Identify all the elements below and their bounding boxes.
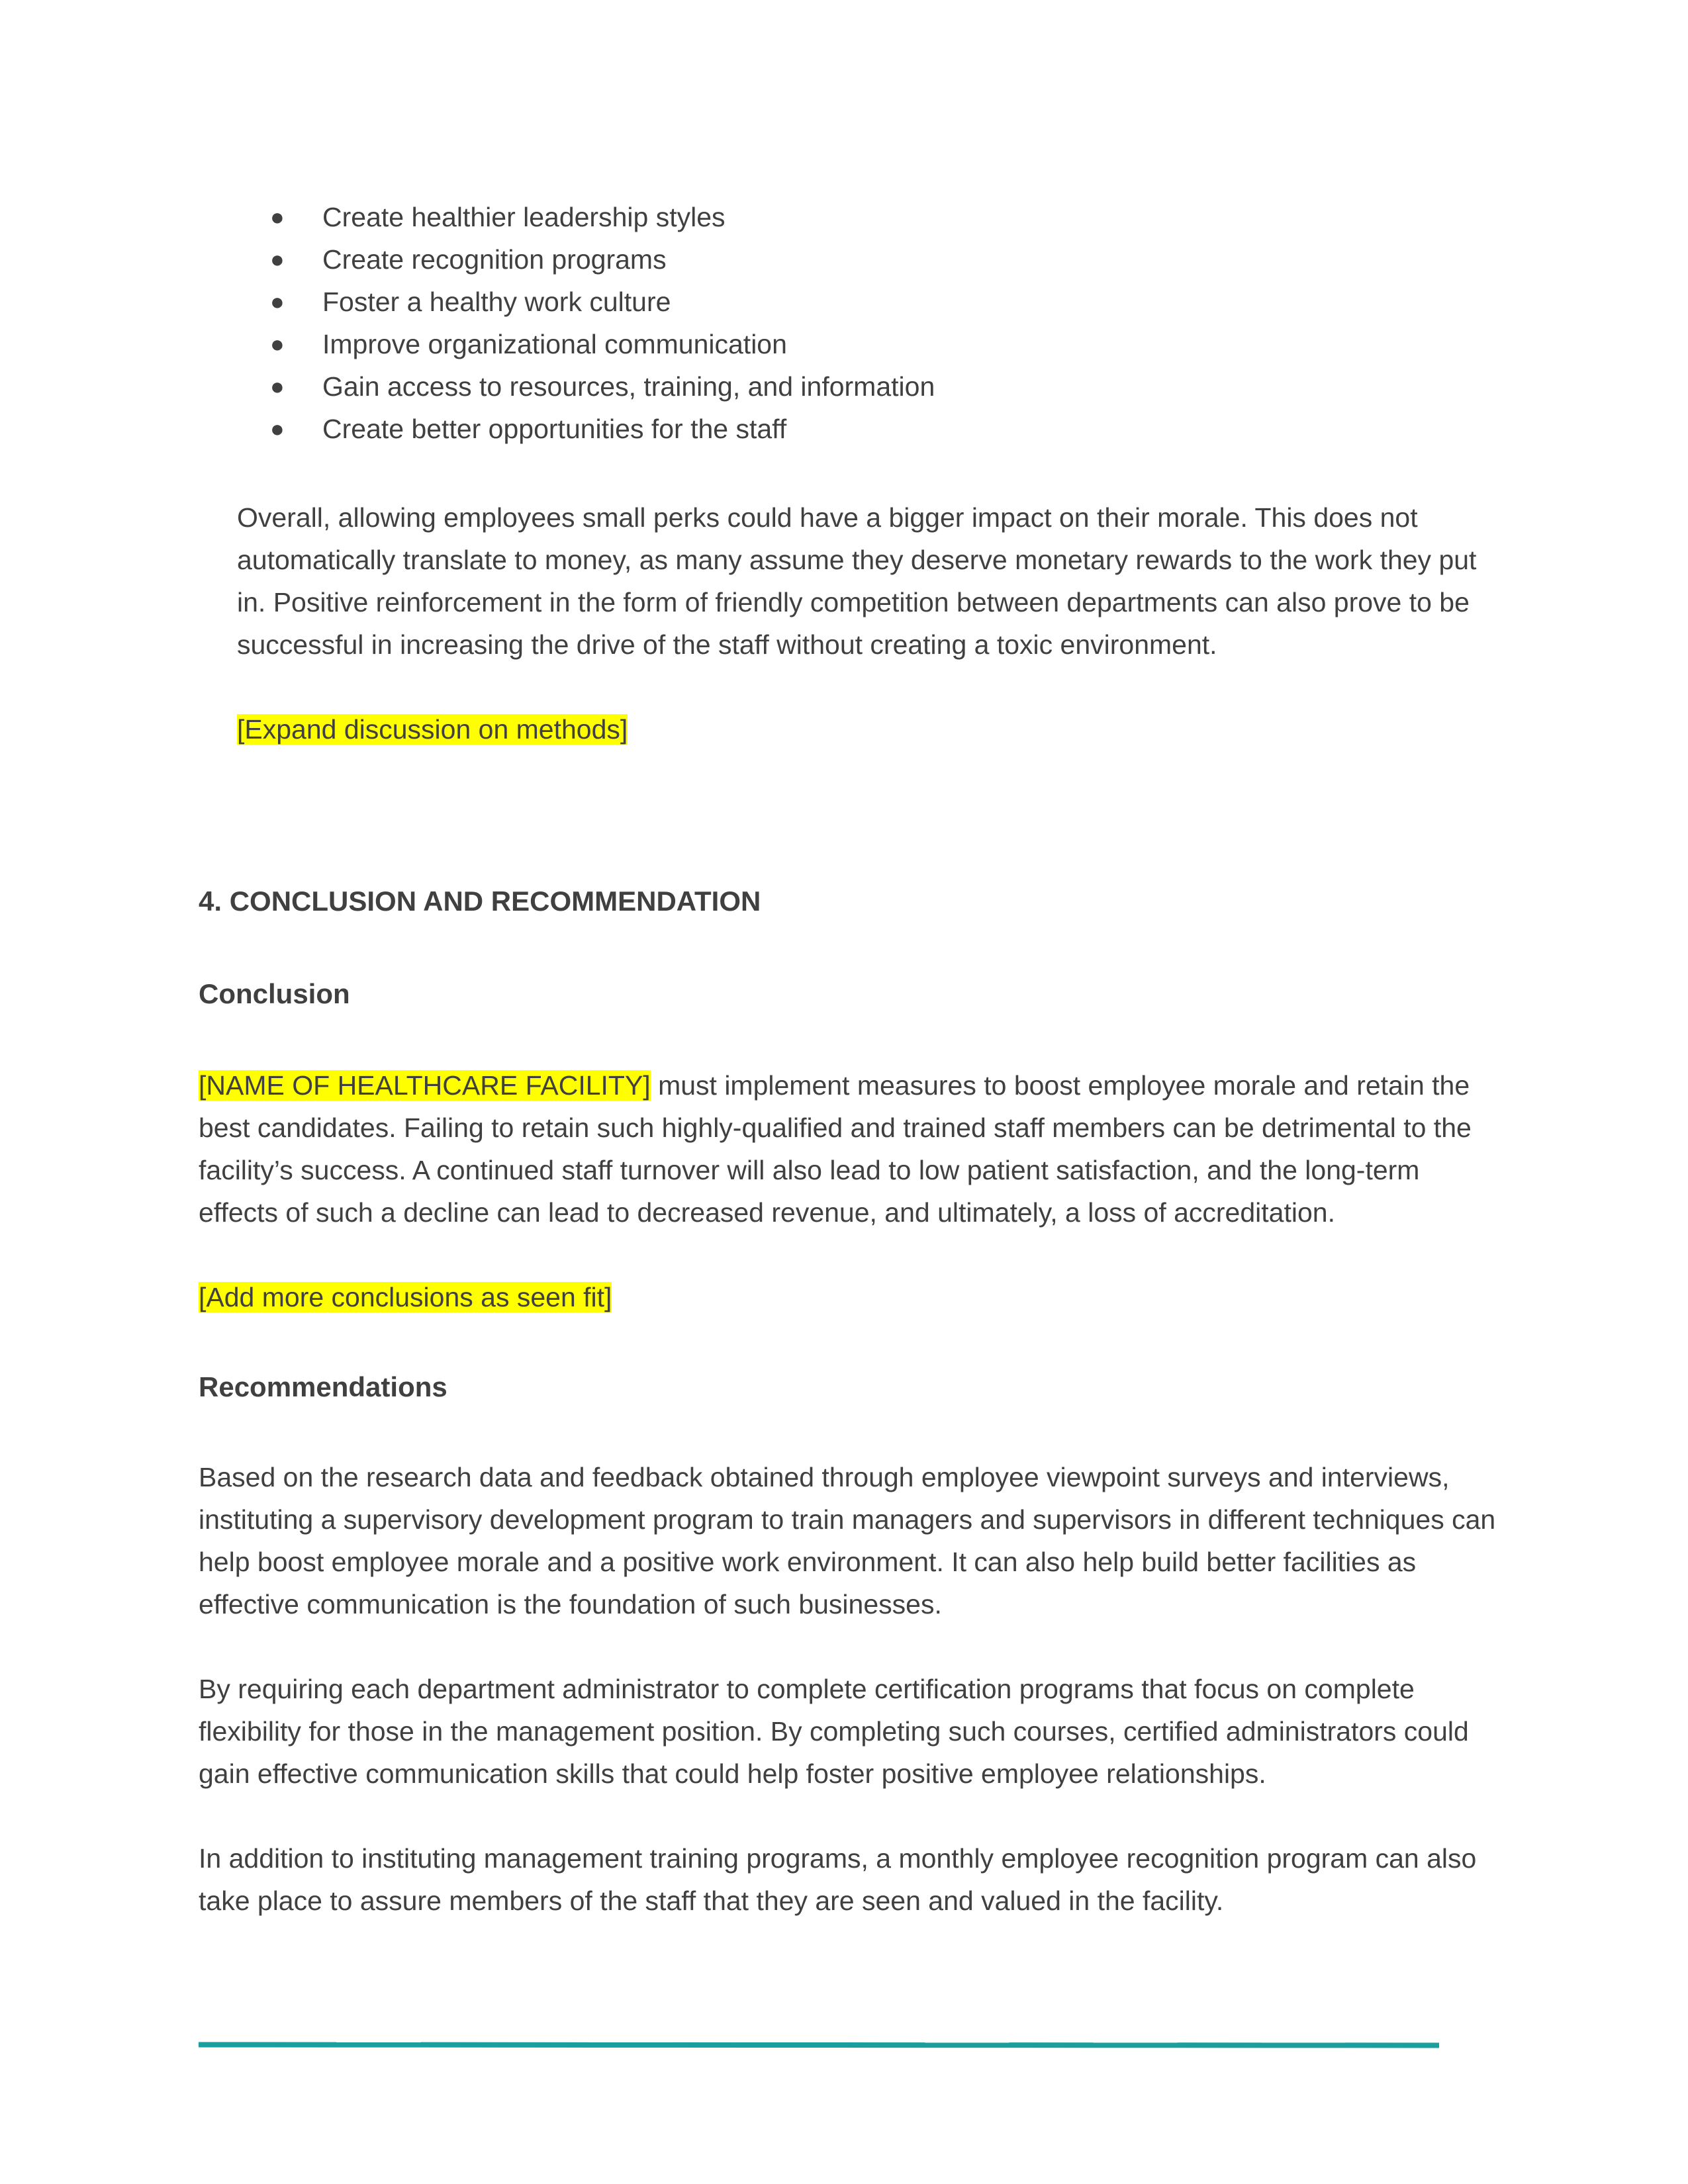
- overall-paragraph: Overall, allowing employees small perks could have a bigger impact on their morale. This does not automatically translate to money, as many assume they deserve monetary rewards to the work they put in. Positive reinforcement in the form of friendly competition between departments can also prove to be successful in increasing the drive of the staff without creating a toxic environment.: [237, 502, 1477, 660]
- bullet-icon: ●: [270, 246, 285, 273]
- list-item: ● Create better opportunities for the staff: [270, 408, 1496, 450]
- recommendation-paragraph-3: In addition to instituting management training programs, a monthly employee recognition program can also take place to assure members of the staff that they are seen and valued in the facility.: [199, 1843, 1477, 1916]
- bullet-icon: ●: [270, 288, 285, 315]
- expand-placeholder-paragraph: [199, 708, 1496, 751]
- bullet-list: [199, 196, 1496, 450]
- bullet-icon: ●: [270, 203, 285, 230]
- conclusion-paragraph: [199, 1064, 1496, 1234]
- list-item: ● Create healthier leadership styles: [270, 196, 1496, 238]
- list-item: ● Gain access to resources, training, and information: [270, 365, 1496, 408]
- conclusion-heading: Conclusion: [199, 978, 350, 1009]
- list-item: ● Improve organizational communication: [270, 323, 1496, 365]
- list-item: ● Foster a healthy work culture: [270, 281, 1496, 323]
- add-conclusions-placeholder: [Add more conclusions as seen fit]: [199, 1282, 612, 1312]
- add-conclusions-paragraph: [199, 1276, 1496, 1318]
- section-heading: 4. CONCLUSION AND RECOMMENDATION: [199, 886, 761, 917]
- footer-divider: [199, 2042, 1439, 2048]
- list-item: ● Create recognition programs: [270, 238, 1496, 281]
- facility-name-placeholder: [NAME OF HEALTHCARE FACILITY]: [199, 1070, 651, 1101]
- expand-placeholder: [Expand discussion on methods]: [237, 714, 628, 745]
- bullet-icon: ●: [270, 330, 285, 357]
- bullet-icon: ●: [270, 373, 285, 400]
- recommendations-heading: Recommendations: [199, 1371, 447, 1402]
- recommendation-paragraph-1: Based on the research data and feedback obtained through employee viewpoint surveys and interviews, instituting a supervisory development program to train managers and supervisors in different techniques can help boost employee morale and a positive work environment. It can also help build better facilities as effective communication is the foundation of such businesses.: [199, 1462, 1496, 1619]
- recommendation-paragraph-2: By requiring each department administrator to complete certification programs that focus on complete flexibility for those in the management position. By completing such courses, certified administrators could gain effective communication skills that could help foster positive employee relationships.: [199, 1674, 1469, 1789]
- conclusion-text: must implement measures to boost employee morale and retain the best candidates. Failing to retain such highly-qualified and trained staff members can be detrimental to the facility’s success. A continued staff turnover will also lead to low patient satisfaction, and the long-term effects of such a decline can lead to decreased revenue, and ultimately, a loss of accreditation.: [199, 1070, 1472, 1228]
- document-content: [199, 196, 1496, 1922]
- bullet-icon: ●: [270, 415, 285, 442]
